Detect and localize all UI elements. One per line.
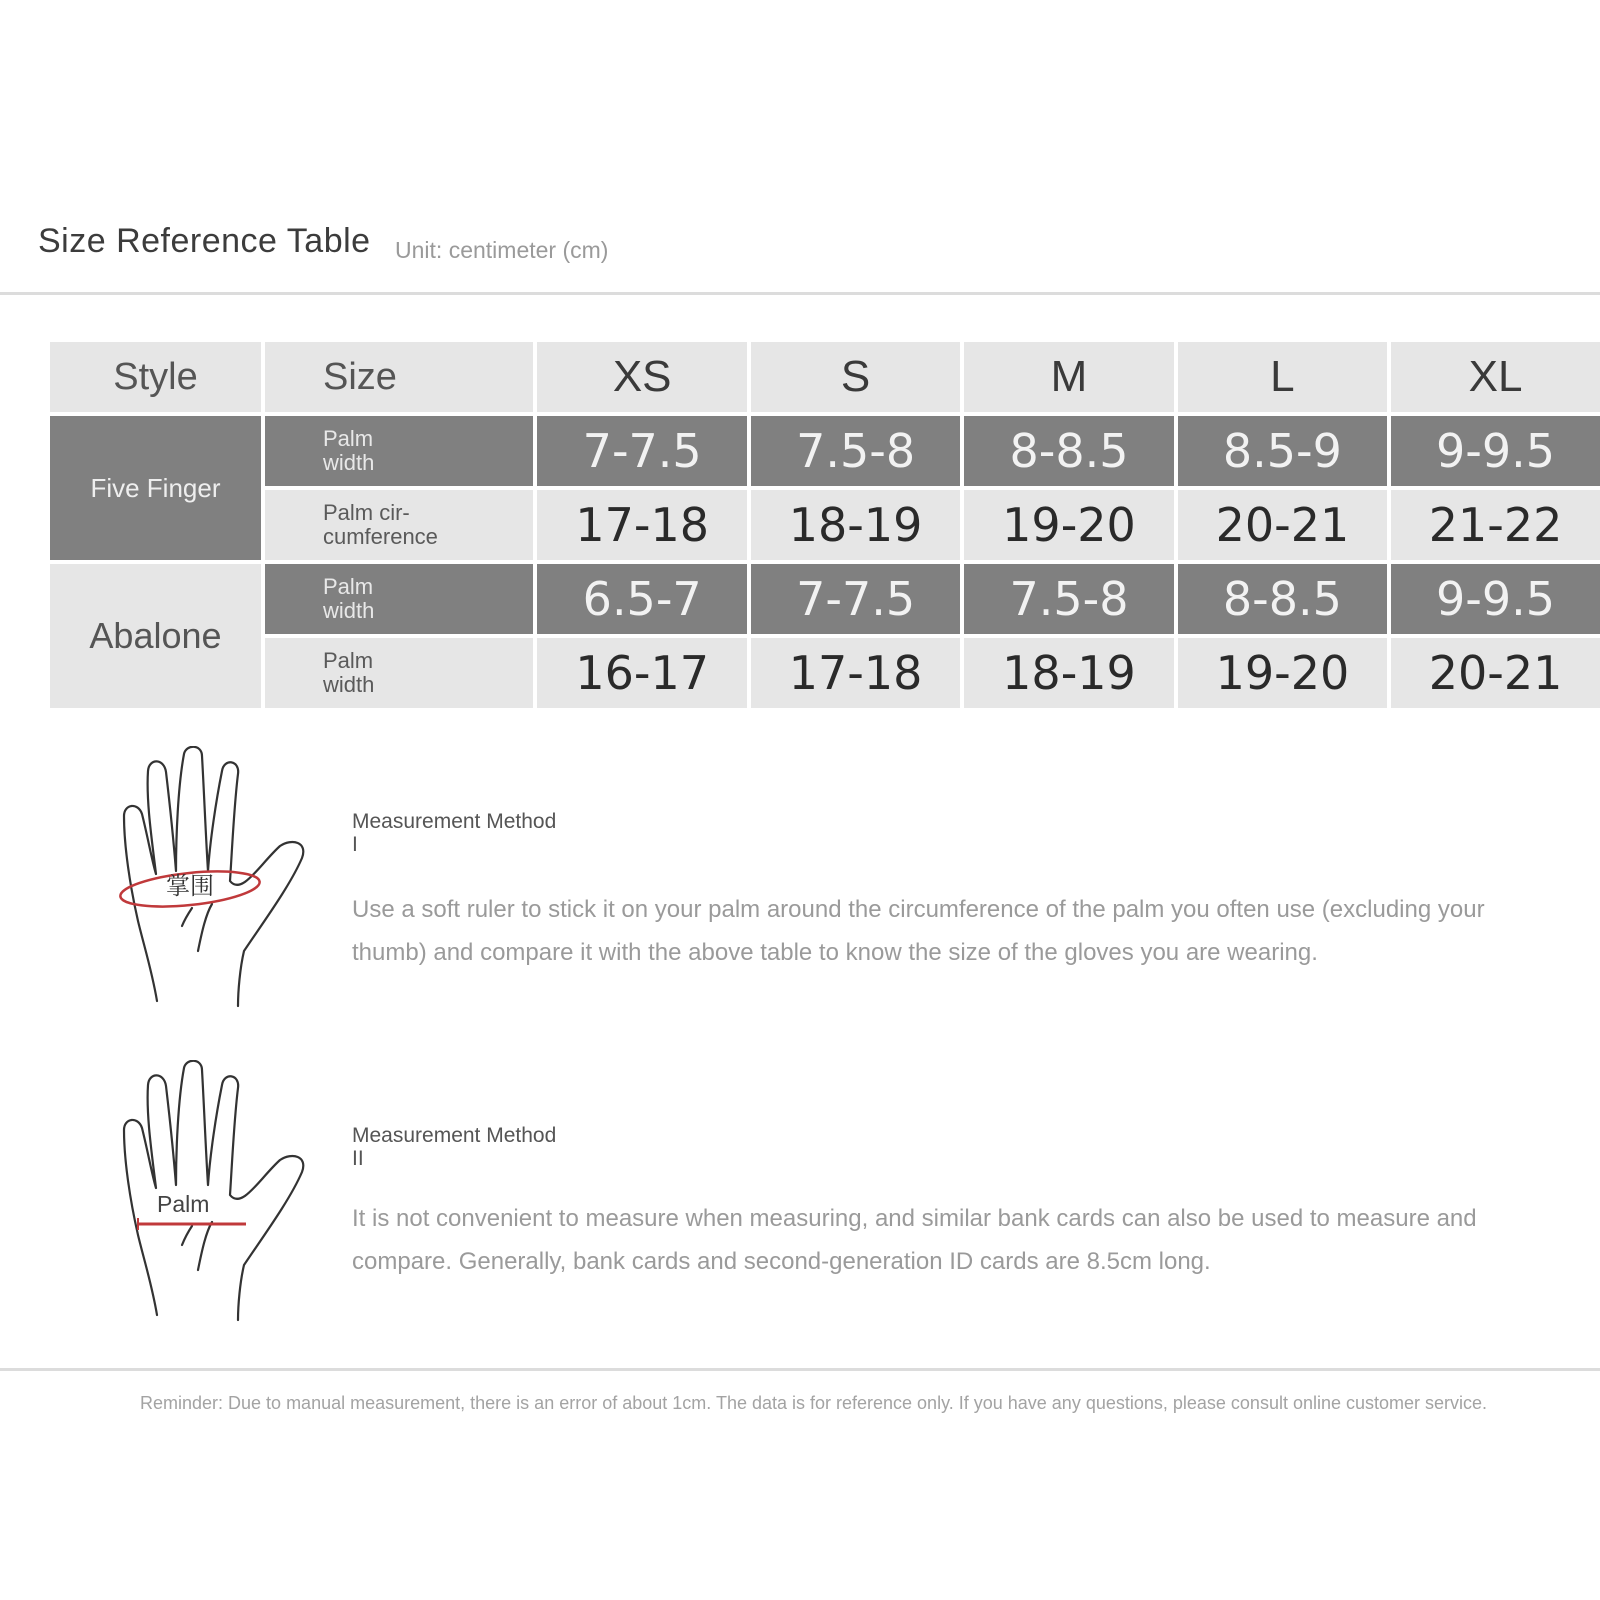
style-header: Style [50,342,261,412]
method-2-text: It is not convenient to measure when measuring, and similar bank cards can also be used to measure and compare. Generally, bank cards and second-generation ID cards are 8.5cm long. [352,1205,1477,1275]
row-label-line1: Palm [322,574,374,599]
method-1-text: Use a soft ruler to stick it on your palm around the circumference of the palm you often use (excluding your thumb) and compare it with the above table to know the size of the gloves you are wearing. [352,896,1485,966]
table-cell: 8-8.5 [964,416,1173,486]
row-label-line2: width [322,450,375,475]
table-cell: 8-8.5 [1178,564,1387,634]
size-l-header: L [1178,342,1387,412]
row-label-line2: cumference [322,524,438,549]
table-cell: 7-7.5 [537,416,746,486]
hand-palm-circumference-icon [112,746,322,1026]
table-cell: 7.5-8 [964,564,1173,634]
table-cell: 20-21 [1178,490,1387,560]
row-label [265,416,534,486]
hand-palm-width-icon [112,1060,322,1340]
row-label-line2: width [322,598,375,623]
row-label [265,638,534,708]
size-header: Size [265,342,534,412]
table-cell: 17-18 [537,490,746,560]
measurement-method-2 [352,1124,1522,1283]
hand-label-circumference: 掌围 [166,872,214,900]
size-m-header: M [964,342,1173,412]
style-five-finger: Five Finger [50,416,261,560]
table-cell: 18-19 [964,638,1173,708]
row-label-line1: Palm cir- [322,500,410,525]
table-cell: 7-7.5 [751,564,960,634]
table-cell: 16-17 [537,638,746,708]
row-label-line1: Palm [322,426,374,451]
table-row [50,638,1600,708]
table-cell: 19-20 [1178,638,1387,708]
table-cell: 19-20 [964,490,1173,560]
reminder-text: Reminder: Due to manual measurement, there is an error of about 1cm. The data is for reference only. If you have any questions, please consult online customer service. [140,1393,1488,1413]
table-cell: 21-22 [1391,490,1600,560]
row-label-line1: Palm [322,648,374,673]
measurement-method-1 [352,810,1522,974]
divider-top [0,292,1600,295]
table-row [50,490,1600,560]
size-s-header: S [751,342,960,412]
size-xs-header: XS [537,342,746,412]
method-2-title [352,1124,1522,1170]
method-1-title [352,810,1522,856]
table-cell: 17-18 [751,638,960,708]
table-header-row [50,342,1600,412]
divider-bottom [0,1368,1600,1371]
method-1-title-line1: Measurement Method [352,810,557,833]
hand-label-palm: Palm [157,1191,210,1217]
table-cell: 7.5-8 [751,416,960,486]
table-cell: 9-9.5 [1391,416,1600,486]
method-2-title-line1: Measurement Method [352,1124,557,1147]
size-table [46,338,1600,712]
table-cell: 8.5-9 [1178,416,1387,486]
table-cell: 18-19 [751,490,960,560]
table-cell: 9-9.5 [1391,564,1600,634]
method-1-title-line2: I [352,833,358,856]
size-xl-header: XL [1391,342,1600,412]
table-cell: 20-21 [1391,638,1600,708]
style-abalone: Abalone [50,564,261,708]
row-label-line2: width [322,672,375,697]
table-cell: 6.5-7 [537,564,746,634]
unit-label: Unit: centimeter (cm) [395,237,609,263]
page-title: Size Reference Table [38,222,371,260]
page-header [38,222,608,264]
table-row [50,564,1600,634]
row-label [265,490,534,560]
method-2-title-line2: II [352,1147,364,1170]
row-label [265,564,534,634]
table-row [50,416,1600,486]
